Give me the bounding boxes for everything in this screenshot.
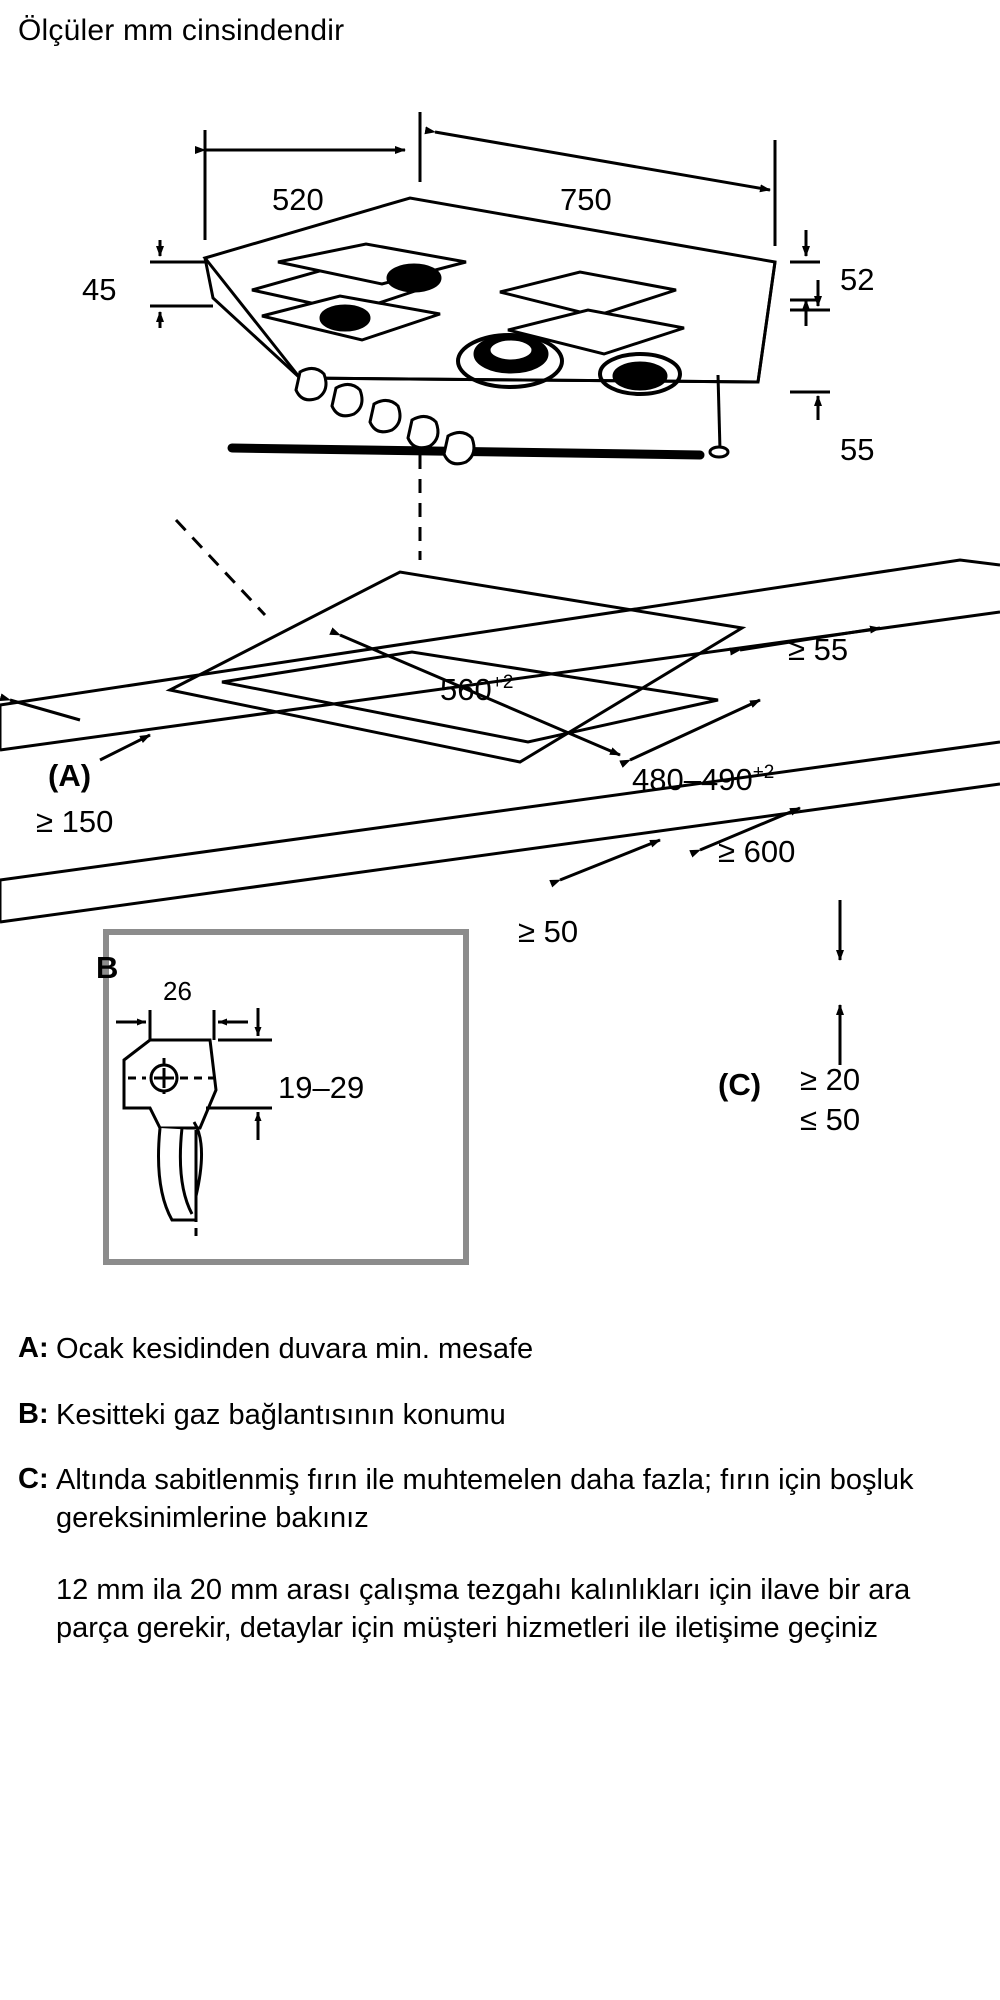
- dim-c-min: ≥ 20: [800, 1062, 861, 1097]
- dim-c-max: ≤ 50: [800, 1102, 861, 1137]
- dim-inset-b-right: 19–29: [278, 1070, 365, 1105]
- dim-inset-b-top: 26: [163, 976, 192, 1006]
- dim-cutout-above: ≥ 600: [718, 834, 796, 869]
- dim-wall-value-a: ≥ 150: [36, 804, 114, 839]
- dim-cutout-depth: $560^{+2}$: [440, 672, 514, 707]
- installation-note: 12 mm ila 20 mm arası çalışma tezgahı kalınlıkları için ilave bir ara parça gerekir, detaylar için müşteri hizmetleri ile iletişime geçiniz: [56, 1574, 911, 1645]
- page-title: Ölçüler mm cinsindendir: [18, 14, 345, 47]
- hob-top-view: [205, 198, 775, 464]
- inset-b-label: B: [96, 950, 119, 985]
- dim-wall-label-a: (A): [48, 758, 92, 793]
- dim-hob-left-height: 45: [82, 272, 117, 307]
- legend-key-a: A:: [18, 1332, 49, 1364]
- dim-cutout-width: $480-490^{+2}$: [632, 762, 775, 797]
- dim-hob-width-right: 750: [560, 182, 612, 217]
- legend-item-a: [18, 1330, 968, 1368]
- dim-c-label: (C): [718, 1067, 762, 1102]
- dim-hob-right-top: 52: [840, 262, 875, 297]
- inset-b-drawing: [124, 1040, 216, 1240]
- legend-text-c: Altında sabitlenmiş fırın ile muhtemelen daha fazla; fırın için boşluk gereksinimlerine bakınız: [56, 1463, 914, 1534]
- dim-hob-width-left: 520: [272, 182, 324, 217]
- dim-hob-right-bottom: 55: [840, 432, 875, 467]
- legend: [18, 1330, 968, 1648]
- dim-cutout-back: ≥ 55: [788, 632, 849, 667]
- legend-text-a: Ocak kesidinden duvara min. mesafe: [56, 1333, 534, 1365]
- legend-key-c: C:: [18, 1462, 49, 1495]
- dim-cutout-side: ≥ 50: [518, 914, 579, 949]
- legend-key-b: B:: [18, 1398, 49, 1431]
- legend-item-c: [18, 1461, 968, 1538]
- legend-item-b: [18, 1396, 968, 1434]
- legend-text-b: Kesitteki gaz bağlantısının konumu: [56, 1399, 506, 1432]
